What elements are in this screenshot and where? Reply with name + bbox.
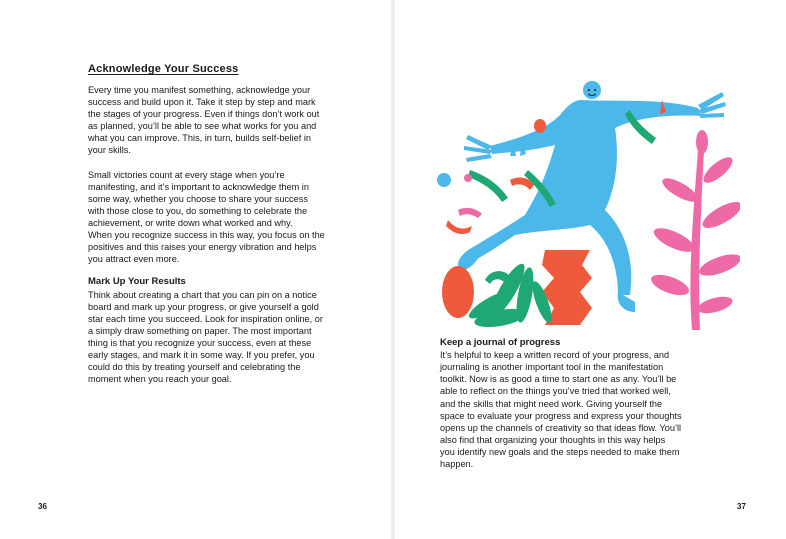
subheading-journal: Keep a journal of progress — [440, 337, 561, 348]
dancing-figure-illustration — [430, 80, 740, 330]
small-pink-dot — [464, 174, 472, 182]
page-number-left: 36 — [38, 502, 47, 511]
journal-paragraph: It’s helpful to keep a written record of your progress, and journaling is another important tool in the manifestation toolkit. Now is as good a time to start one as any. You’ll be able to reflect on the things you’ve tried that worked well, and the skills that might need work. Giving yourself the space to evaluate your progress and express your thoughts opens up the channels of creativity so that ideas flow. You’ll also find that organizing your thoughts in this way helps you identify new goals and the steps needed to make them happen. — [440, 350, 682, 470]
book-gutter — [391, 0, 395, 539]
subheading-mark-up: Mark Up Your Results — [88, 276, 186, 288]
mark-up-paragraph: Think about creating a chart that you can pin on a notice board and mark up your progress, or give yourself a gold star each time you succeed. Look for inspiration online, or a simply draw something on paper. The most important thing is that you recognize your success, even at these early stages, and mark it in some way. If you prefer, you could do this by treating yourself and celebrating the moment when you reach your goal. — [88, 289, 323, 385]
page-number-right: 37 — [737, 502, 746, 511]
right-text-column — [440, 337, 710, 470]
left-text-column — [88, 62, 356, 385]
pink-leaf-plant — [648, 130, 740, 330]
small-blue-dot — [437, 173, 451, 187]
section-heading: Acknowledge Your Success — [88, 63, 239, 75]
intro-paragraph: Every time you manifest something, acknowledge your success and build upon it. Take it step by step and mark the stages of your progress. Even if things don’t work out as planned, you’ll be able to see what works for you and what you can improve. This, in turn, builds self-belief in your skills. — [88, 85, 320, 156]
victories-paragraph: Small victories count at every stage when you’re manifesting, and it’s important to acknowledge them in some way, whether you choose to share your success with those close to you, do something to celebrate the achievement, or write down what worked and why. When you recognize success in this way, you focus on the positives and this raises your energy vibration and helps you attract even more. — [88, 169, 325, 265]
